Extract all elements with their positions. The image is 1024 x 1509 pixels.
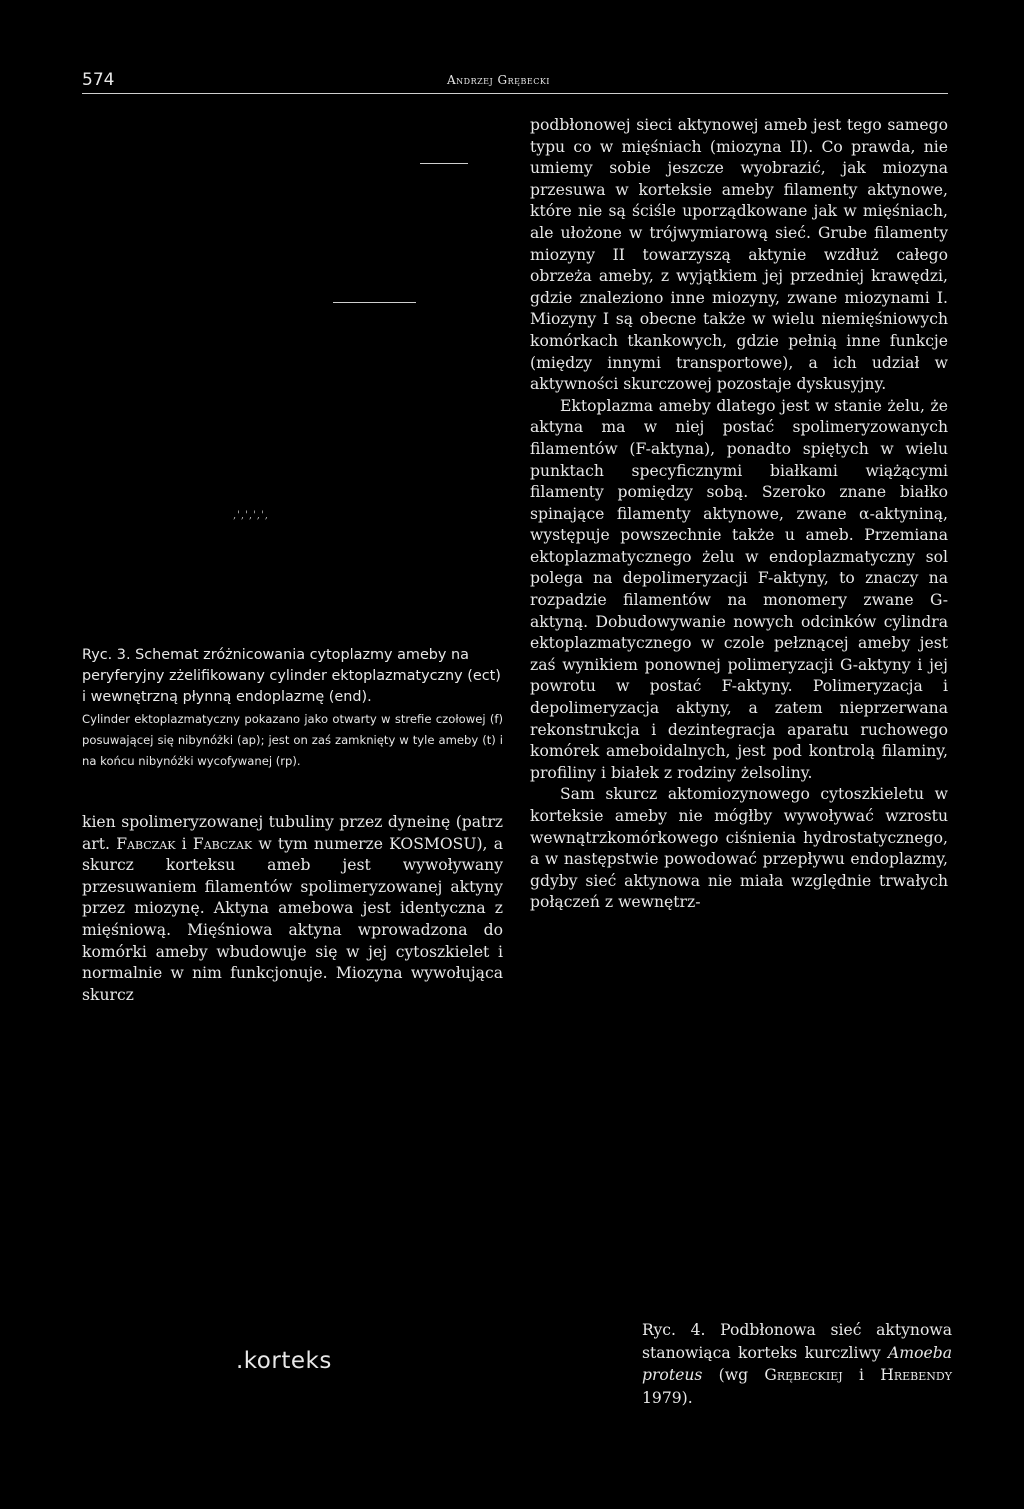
figure3-note-text: Cylinder ektoplazmatyczny pokazano jako otwarty w strefie czołowej (f) posuwającej się nibynóżki (ap); jest on zaś zamknięty w tyle ameby (t) i na końcu nibynóżki wycofywanej (rp). — [82, 712, 503, 768]
figure4-caption-text: Ryc. 4. Podbłonowa sieć aktynowa stanowiąca korteks kurczliwy Amoeba proteus (wg Grębeckiej i Hrebendy 1979). — [642, 1321, 952, 1407]
figure3-caption — [82, 645, 503, 708]
running-head: Andrzej Grębecki — [447, 73, 550, 87]
right-paragraph-3: Sam skurcz aktomiozynowego cytoszkieletu w korteksie ameby nie mógłby wywoływać wzrostu wewnątrzkomórkowego ciśnienia hydrostatycznego, a w następstwie powodować przepływu endoplazmy, gdyby sieć aktynowa nie miała względnie trwałych połączeń z wewnętrz- — [530, 785, 948, 912]
figure4-caption — [642, 1319, 952, 1409]
left-column — [82, 812, 503, 1006]
figure3-dots: ,',',',', — [233, 510, 269, 521]
header-rule — [82, 93, 948, 94]
figure3-caption-text: Ryc. 3. Schemat zróżnicowania cytoplazmy ameby na peryferyjny zżelifikowany cylinder ektoplazmatyczny (ect) i wewnętrzną płynną endoplazmę (end). — [82, 647, 501, 705]
figure3-line-2 — [333, 302, 416, 303]
figure3-line-1 — [420, 163, 468, 164]
right-paragraph-2: Ektoplazma ameby dlatego jest w stanie żelu, że aktyna ma w niej postać spolimeryzowanych filamentów (F-aktyna), ponadto spiętych w wielu punktach specyficznymi białkami wiążącymi filamenty pomiędzy sobą. Szeroko znane białko spinające filamenty aktynowe, zwane α-aktyniną, występuje powszechnie także u ameb. Przemiana ektoplazmatycznego żelu w endoplazmatyczny sol polega na depolimeryzacji F-aktyny, to znaczy na rozpadzie filamentów na monomery zwane G-aktyną. Dobudowywanie nowych odcinków cylindra ektoplazmatycznego w czole pełznącej ameby jest zaś wynikiem ponownej polimeryzacji G-aktyny i jej powrotu w postać F-aktyny. Polimeryzacja i depolimeryzacja aktyny, a zatem nieprzerwana rekonstrukcja i dezintegracja aparatu ruchowego komórek ameboidalnych, jest pod kontrolą filaminy, profiliny i białek z rodziny żelsoliny. — [530, 396, 948, 782]
left-paragraph: kien spolimeryzowanej tubuliny przez dyneinę (patrz art. Fabczak i Fabczak w tym numerze KOSMOSU), a skurcz korteksu ameb jest wywoływany przesuwaniem filamentów spolimeryzowanej aktyny przez miozynę. Aktyna amebowa jest identyczna z mięśniową. Mięśniowa aktyna wprowadzona do komórki ameby wbudowuje się w jej cytoszkielet i normalnie w nim funkcjonuje. Miozyna wywołująca skurcz — [82, 813, 504, 1004]
figure3-note — [82, 709, 503, 772]
right-column — [530, 115, 948, 914]
figure4-label: .korteks — [236, 1348, 332, 1374]
right-paragraph-1: podbłonowej sieci aktynowej ameb jest tego samego typu co w mięśniach (miozyna II). Co prawda, nie umiemy sobie jeszcze wyobrazić, jak miozyna przesuwa w korteksie ameby filamenty aktynowe, które nie są ściśle uporządkowane jak w mięśniach, ale ułożone w trójwymiarową sieć. Grube filamenty miozyny II towarzyszą aktynie wzdłuż całego obrzeża ameby, z wyjątkiem jej przedniej krawędzi, gdzie znaleziono inne miozyny, zwane miozynami I. Miozyny I są obecne także w wielu niemięśniowych komórkach tkankowych, gdzie pełnią inne funkcje (między innymi transportowe), a ich udział w aktywności skurczowej pozostaje dyskusyjny. — [530, 116, 948, 394]
page-number: 574 — [82, 70, 115, 90]
